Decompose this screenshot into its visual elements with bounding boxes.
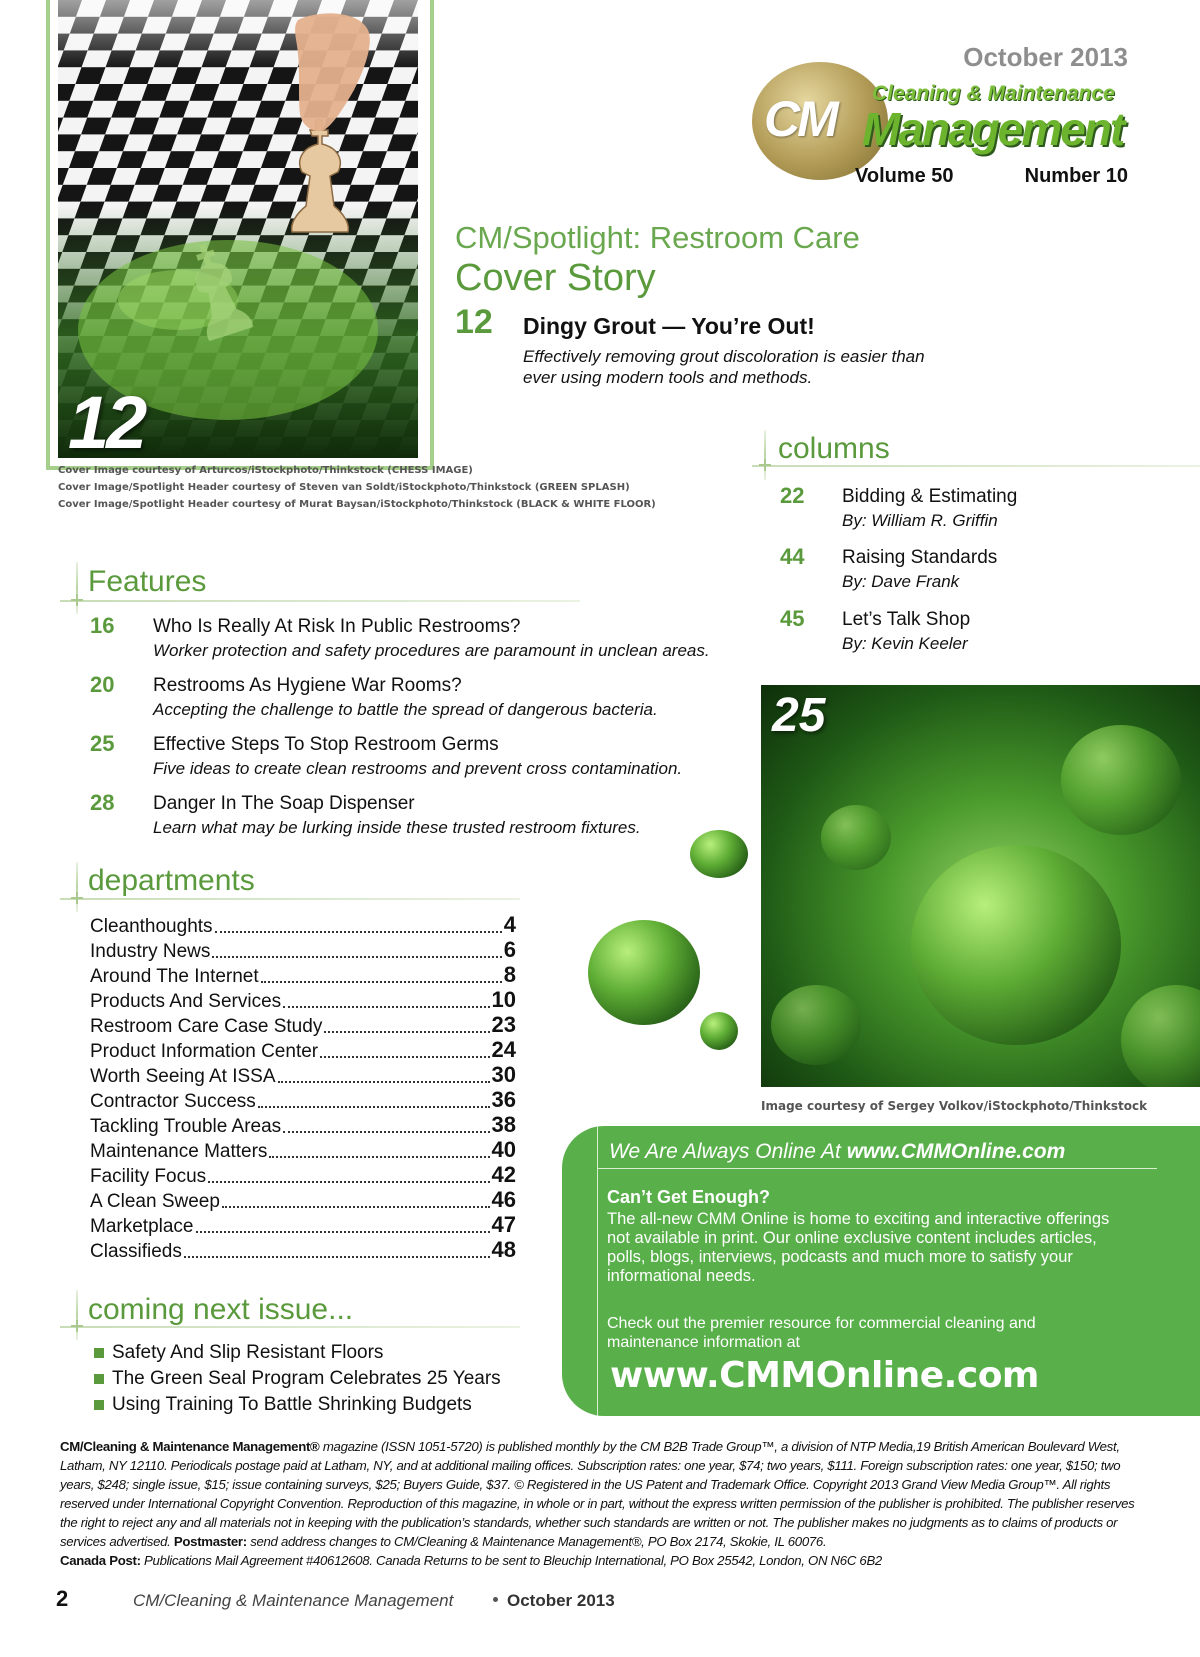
number-label: Number 10 bbox=[1024, 165, 1128, 187]
feature-subtitle: Learn what may be lurking inside these trusted restroom fixtures. bbox=[153, 818, 641, 837]
logo-title: Management bbox=[862, 103, 1124, 155]
department-page: 40 bbox=[491, 1137, 516, 1162]
microbe-cluster bbox=[821, 805, 891, 870]
column-author: By: William R. Griffin bbox=[842, 511, 998, 530]
department-label: Contractor Success bbox=[90, 1091, 256, 1112]
dot-leader bbox=[324, 1031, 489, 1033]
page-number: 2 bbox=[56, 1586, 69, 1611]
next-issue-item-label: Safety And Slip Resistant Floors bbox=[112, 1342, 384, 1363]
departments-star-icon bbox=[71, 892, 83, 904]
departments-divider-vertical bbox=[76, 862, 78, 912]
department-label: Worth Seeing At ISSA bbox=[90, 1066, 276, 1087]
cover-credit-3: Cover Image/Spotlight Header courtesy of Murat Baysan/iStockphoto/Thinkstock (BLACK & WHITE FLOOR) bbox=[58, 499, 656, 510]
department-row[interactable] bbox=[90, 1113, 516, 1138]
footer-date: October 2013 bbox=[507, 1591, 615, 1610]
next-issue-item-label: Using Training To Battle Shrinking Budgets bbox=[112, 1394, 472, 1415]
column-author: By: Dave Frank bbox=[842, 572, 960, 591]
dot-leader bbox=[208, 1181, 489, 1183]
column-title[interactable]: Let’s Talk Shop bbox=[842, 609, 971, 630]
cover-story-page: 12 bbox=[455, 303, 493, 341]
features-heading: Features bbox=[88, 565, 207, 598]
postmaster-details: send address changes to CM/Cleaning & Maintenance Management®, PO Box 2174, Skokie, IL 60076. bbox=[246, 1534, 827, 1549]
next-issue-divider-vertical bbox=[76, 1290, 78, 1340]
dot-leader bbox=[261, 981, 502, 983]
cover-story-title[interactable]: Dingy Grout — You’re Out! bbox=[523, 313, 815, 339]
department-label: Product Information Center bbox=[90, 1041, 319, 1062]
next-issue-item bbox=[94, 1368, 501, 1390]
department-row[interactable] bbox=[90, 1213, 516, 1238]
bullet-square-icon bbox=[94, 1374, 104, 1384]
cover-story-description: Effectively removing grout discoloration is easier than ever using modern tools and methods. bbox=[523, 347, 925, 387]
bullet-square-icon bbox=[94, 1400, 104, 1410]
cover-page-number: 12 bbox=[68, 381, 145, 464]
dot-leader bbox=[283, 1006, 489, 1008]
microbe-decoration bbox=[588, 920, 700, 1025]
departments-heading: departments bbox=[88, 864, 255, 897]
feature-subtitle: Accepting the challenge to battle the spread of dangerous bacteria. bbox=[153, 700, 658, 719]
bullet-square-icon bbox=[94, 1348, 104, 1358]
features-divider-vertical bbox=[76, 562, 78, 614]
department-page: 42 bbox=[491, 1162, 516, 1187]
column-page: 22 bbox=[780, 483, 805, 508]
department-page: 8 bbox=[503, 962, 516, 987]
department-page: 48 bbox=[491, 1237, 516, 1262]
online-url-link[interactable]: www.CMMOnline.com bbox=[610, 1355, 1039, 1396]
next-issue-star-icon bbox=[71, 1320, 83, 1332]
online-heading bbox=[609, 1140, 1065, 1164]
dot-leader bbox=[278, 1081, 490, 1083]
online-check-text: Check out the premier resource for commercial cleaning and maintenance information at bbox=[607, 1315, 1036, 1351]
department-page: 46 bbox=[491, 1187, 516, 1212]
department-label: Maintenance Matters bbox=[90, 1141, 268, 1162]
next-issue-item-label: The Green Seal Program Celebrates 25 Years bbox=[112, 1368, 501, 1389]
online-heading-link[interactable]: www.CMMOnline.com bbox=[846, 1140, 1066, 1163]
column-title[interactable]: Bidding & Estimating bbox=[842, 486, 1018, 507]
publication-details: magazine (ISSN 1051-5720) is published monthly by the CM B2B Trade Group™, a division of NTP Media,19 British American Boulevard West, Latham, NY 12110. Periodicals postage paid at Latham, NY, and at additional mailing offices. Subscription rates: one year, $74; two years, $111. Foreign subscription rates: one year, $150; two years, $248; single issue, $15; issue containing surveys, $25; Buyers Guide, $37. © Registered in the US Patent and Trademark Office. Copyright 2013 Grand View Media Group™. All rights reserved under International Copyright Convention. Reproduction of this magazine, in whole or in part, without the express written permission of the publisher is prohibited. The publisher reserves the right to reject any and all materials not in keeping with the publication’s standards, whether such standards are written or not. The publisher makes no judgments as to claims of products or services advertised. bbox=[60, 1439, 1135, 1549]
department-row[interactable] bbox=[90, 1138, 516, 1163]
feature-title[interactable]: Who Is Really At Risk In Public Restrooms? bbox=[153, 616, 521, 637]
department-page: 47 bbox=[491, 1212, 516, 1237]
spotlight-heading: CM/Spotlight: Restroom Care bbox=[455, 220, 860, 255]
department-row[interactable] bbox=[90, 1238, 516, 1263]
publication-statement bbox=[60, 1437, 1150, 1570]
online-box-divider bbox=[597, 1168, 1157, 1169]
department-label: Around The Internet bbox=[90, 966, 259, 987]
feature-title[interactable]: Restrooms As Hygiene War Rooms? bbox=[153, 675, 462, 696]
department-page: 4 bbox=[503, 912, 516, 937]
department-page: 6 bbox=[503, 937, 516, 962]
department-label: Products And Services bbox=[90, 991, 282, 1012]
column-page: 45 bbox=[780, 606, 805, 631]
volume-label: Volume 50 bbox=[855, 165, 954, 187]
dot-leader bbox=[215, 931, 502, 933]
department-page: 38 bbox=[491, 1112, 516, 1137]
dot-leader bbox=[269, 1156, 489, 1158]
department-row[interactable] bbox=[90, 988, 516, 1013]
postmaster-label: Postmaster: bbox=[173, 1534, 247, 1549]
feature-subtitle: Worker protection and safety procedures are paramount in unclean areas. bbox=[153, 641, 710, 660]
microbe-decoration bbox=[690, 830, 748, 878]
department-row[interactable] bbox=[90, 1063, 516, 1088]
feature-title[interactable]: Danger In The Soap Dispenser bbox=[153, 793, 415, 814]
department-page: 30 bbox=[491, 1062, 516, 1087]
feature-subtitle: Five ideas to create clean restrooms and prevent cross contamination. bbox=[153, 759, 683, 778]
department-page: 23 bbox=[491, 1012, 516, 1037]
next-issue-item bbox=[94, 1394, 472, 1416]
department-row[interactable] bbox=[90, 1038, 516, 1063]
dot-leader bbox=[283, 1131, 489, 1133]
online-body-text: The all-new CMM Online is home to exciting and interactive offerings not available in print. Our online exclusive content includes articles, polls, blogs, interviews, podcasts and much more to satisfy your informational needs. bbox=[607, 1210, 1110, 1285]
feature-image-number: 25 bbox=[772, 689, 826, 742]
feature-image-credit: Image courtesy of Sergey Volkov/iStockphoto/Thinkstock bbox=[761, 1099, 1148, 1113]
online-subheading: Can’t Get Enough? bbox=[607, 1187, 770, 1207]
column-author: By: Kevin Keeler bbox=[842, 634, 968, 653]
departments-divider bbox=[60, 898, 520, 900]
microbe-cluster bbox=[771, 985, 861, 1065]
cover-credit-1: Cover Image courtesy of Arturcos/iStockphoto/Thinkstock (CHESS IMAGE) bbox=[58, 465, 473, 476]
canada-post-details: Publications Mail Agreement #40612608. Canada Returns to be sent to Bleuchip International, PO Box 25542, London, ON N6C 6B2 bbox=[140, 1553, 882, 1568]
microbe-cluster bbox=[911, 845, 1121, 1045]
dot-leader bbox=[320, 1056, 489, 1058]
dot-leader bbox=[222, 1206, 490, 1208]
dot-leader bbox=[184, 1256, 490, 1258]
department-row[interactable] bbox=[90, 1088, 516, 1113]
columns-star-icon bbox=[759, 459, 771, 471]
department-row[interactable] bbox=[90, 938, 516, 963]
column-title[interactable]: Raising Standards bbox=[842, 547, 998, 568]
features-divider bbox=[60, 600, 580, 602]
department-label: Classifieds bbox=[90, 1241, 182, 1262]
footer-separator-dot bbox=[493, 1597, 498, 1602]
features-star-icon bbox=[71, 594, 83, 606]
columns-divider-vertical bbox=[764, 430, 766, 480]
department-page: 36 bbox=[491, 1087, 516, 1112]
department-label: Cleanthoughts bbox=[90, 916, 213, 937]
department-label: A Clean Sweep bbox=[90, 1191, 220, 1212]
online-box-divider-vertical bbox=[597, 1126, 598, 1416]
microbe-cluster bbox=[1061, 725, 1181, 835]
next-issue-heading: coming next issue... bbox=[88, 1293, 354, 1326]
department-label: Marketplace bbox=[90, 1216, 194, 1237]
feature-page: 28 bbox=[90, 790, 115, 815]
microbe-decoration bbox=[700, 1012, 738, 1050]
column-page: 44 bbox=[780, 544, 805, 569]
microbe-image bbox=[761, 685, 1200, 1087]
feature-page: 16 bbox=[90, 613, 115, 638]
department-page: 24 bbox=[491, 1037, 516, 1062]
department-row[interactable] bbox=[90, 963, 516, 988]
cover-story-heading: Cover Story bbox=[455, 257, 656, 299]
dot-leader bbox=[196, 1231, 490, 1233]
feature-page: 20 bbox=[90, 672, 115, 697]
footer-publication: CM/Cleaning & Maintenance Management bbox=[133, 1591, 454, 1610]
canada-post-label: Canada Post: bbox=[60, 1553, 141, 1568]
logo-subtitle: Cleaning & Maintenance bbox=[872, 82, 1115, 105]
feature-page: 25 bbox=[90, 731, 115, 756]
logo-mark: CM bbox=[764, 91, 836, 147]
microbe-cluster bbox=[1121, 985, 1200, 1087]
dot-leader bbox=[258, 1106, 490, 1108]
cover-credit-2: Cover Image/Spotlight Header courtesy of Steven van Soldt/iStockphoto/Thinkstock (GREEN SPLASH) bbox=[58, 482, 630, 493]
department-row[interactable] bbox=[90, 913, 516, 938]
online-heading-text: We Are Always Online At bbox=[609, 1140, 847, 1163]
dot-leader bbox=[212, 956, 501, 958]
department-label: Restroom Care Case Study bbox=[90, 1016, 323, 1037]
department-row[interactable] bbox=[90, 1188, 516, 1213]
next-issue-item bbox=[94, 1342, 383, 1364]
department-label: Industry News bbox=[90, 941, 211, 962]
department-row[interactable] bbox=[90, 1013, 516, 1038]
department-label: Facility Focus bbox=[90, 1166, 207, 1187]
columns-heading: columns bbox=[778, 432, 890, 465]
department-row[interactable] bbox=[90, 1163, 516, 1188]
department-label: Tackling Trouble Areas bbox=[90, 1116, 282, 1137]
publication-name: CM/Cleaning & Maintenance Management® bbox=[60, 1439, 320, 1454]
issue-month: October 2013 bbox=[963, 42, 1128, 72]
department-page: 10 bbox=[491, 987, 516, 1012]
feature-title[interactable]: Effective Steps To Stop Restroom Germs bbox=[153, 734, 499, 755]
